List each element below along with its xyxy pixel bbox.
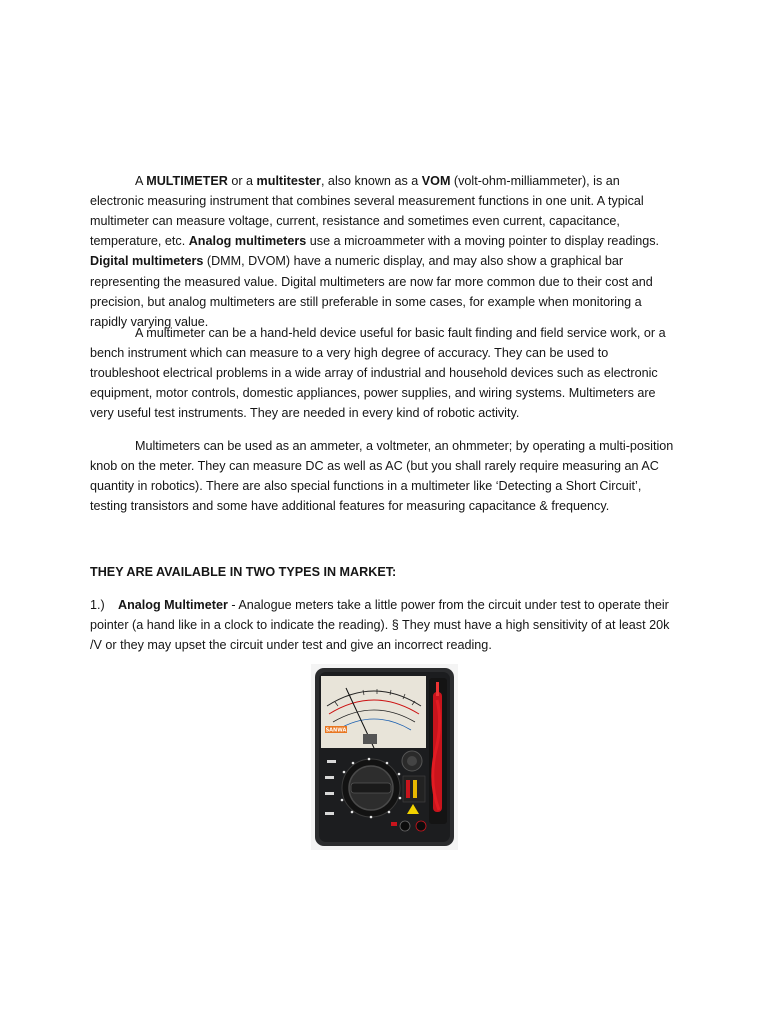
text-run: (volt-ohm-milliammeter), is an electronic measuring instrument that combines several measurement functions in one unit. A typical multimeter can measure voltage, current, resistance and sometimes even current, capacitance, temperature, etc.	[90, 173, 644, 249]
test-leads	[429, 678, 447, 824]
input-jack	[416, 821, 426, 831]
list-item-analog	[90, 595, 676, 656]
text-run: (DMM, DVOM) have a numeric display, and may also show a graphical bar representing the measured value. Digital multimeters are now far more common due to their cost and precision, but analog multimeters are still preferable in some cases, for example when monitoring a rapidly varying value.	[90, 254, 653, 330]
list-number: 1.)	[90, 597, 105, 612]
term-digital-multimeters: Digital multimeters	[90, 254, 204, 269]
term-vom: VOM	[421, 173, 451, 188]
text-run: use a microammeter with a moving pointer to display readings.	[306, 234, 660, 249]
list-item-title: Analog Multimeter	[118, 597, 228, 612]
term-multitester: multitester	[256, 173, 321, 188]
intro-paragraph	[90, 171, 676, 333]
functions-paragraph: Multimeters can be used as an ammeter, a voltmeter, an ohmmeter; by operating a multi-position knob on the meter. They can measure DC as well as AC (but you shall rarely require measuring an AC quantity in robotics). There are also special functions in a multimeter like ‘Detecting a Short Circuit’, testing transistors and some have additional features for measuring capacitance & frequency.	[90, 438, 674, 514]
brand-label: SANWA	[325, 727, 347, 734]
text-run: , also known as a	[320, 173, 422, 188]
com-jack	[400, 821, 410, 831]
usage-paragraph: A multimeter can be a hand-held device useful for basic fault finding and field service work, or a bench instrument which can measure to a very high degree of accuracy. They can be used to troubleshoot electrical problems in a wide array of industrial and household devices such as electronic equipment, motor controls, domestic appliances, power supplies, and wiring systems. Multimeters are very useful test instruments. They are needed in every kind of robotic activity.	[90, 325, 666, 421]
term-analog-multimeters: Analog multimeters	[188, 234, 307, 249]
section-heading: THEY ARE AVAILABLE IN TWO TYPES IN MARKET:	[90, 564, 397, 579]
term-multimeter: MULTIMETER	[146, 173, 228, 188]
list-item-text: - Analogue meters take a little power from the circuit under test to operate their pointer (a hand like in a clock to indicate the reading). § They must have a high sensitivity of at least 20k /V or they may upset the circuit under test and give an incorrect reading.	[90, 597, 670, 652]
meter-dial	[321, 676, 426, 748]
text-run: or a	[227, 173, 257, 188]
analog-multimeter-photo	[311, 664, 458, 850]
text-run: A	[135, 173, 147, 188]
